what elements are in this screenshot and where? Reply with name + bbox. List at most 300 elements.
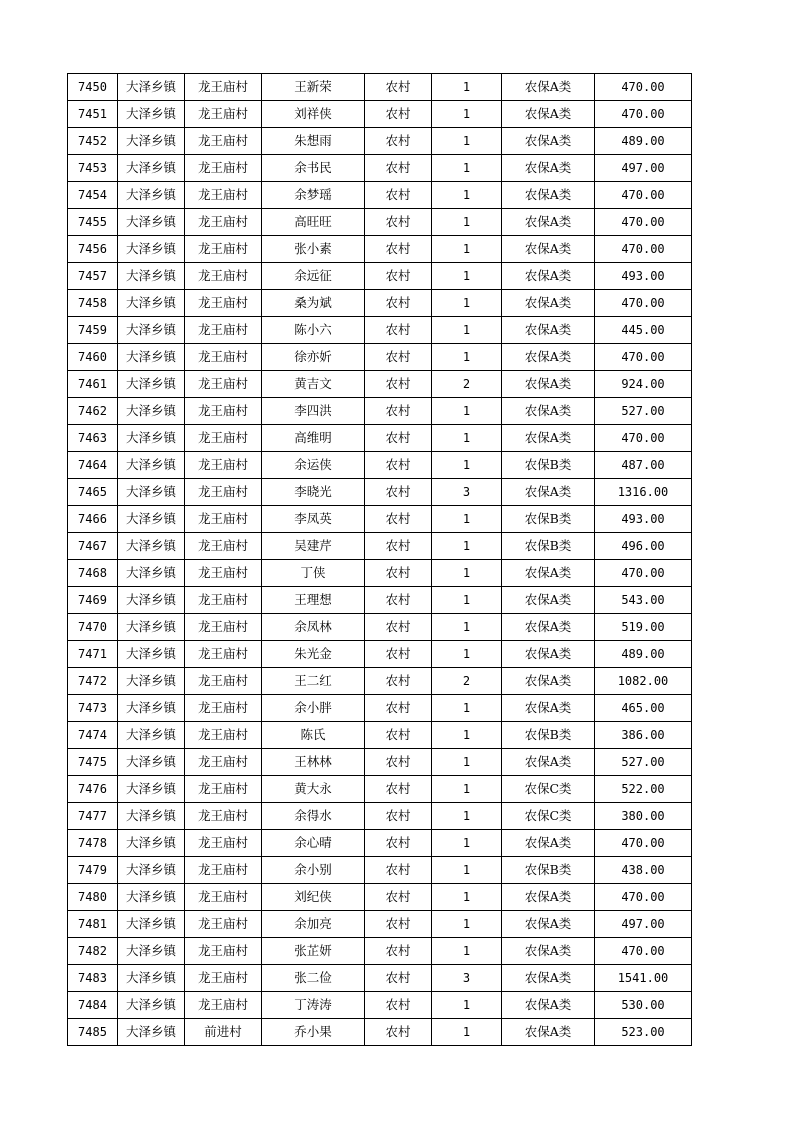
cell-household-count: 3 (432, 479, 502, 506)
cell-area-type: 农村 (365, 911, 432, 938)
cell-person-name: 李四洪 (262, 398, 365, 425)
cell-insurance-category: 农保A类 (502, 749, 595, 776)
cell-township: 大泽乡镇 (118, 479, 185, 506)
cell-person-name: 丁侠 (262, 560, 365, 587)
cell-insurance-category: 农保A类 (502, 425, 595, 452)
cell-village: 龙王庙村 (185, 776, 262, 803)
cell-village: 龙王庙村 (185, 479, 262, 506)
cell-village: 龙王庙村 (185, 209, 262, 236)
cell-amount: 489.00 (595, 128, 692, 155)
cell-amount: 470.00 (595, 425, 692, 452)
table-row (68, 209, 692, 236)
cell-village: 龙王庙村 (185, 101, 262, 128)
cell-amount: 1082.00 (595, 668, 692, 695)
cell-township: 大泽乡镇 (118, 263, 185, 290)
cell-household-count: 1 (432, 911, 502, 938)
cell-insurance-category: 农保A类 (502, 560, 595, 587)
cell-amount: 924.00 (595, 371, 692, 398)
cell-village: 龙王庙村 (185, 965, 262, 992)
cell-amount: 527.00 (595, 749, 692, 776)
cell-person-name: 余加亮 (262, 911, 365, 938)
cell-insurance-category: 农保A类 (502, 992, 595, 1019)
table-row (68, 317, 692, 344)
cell-household-count: 1 (432, 803, 502, 830)
cell-township: 大泽乡镇 (118, 587, 185, 614)
cell-person-name: 刘纪侠 (262, 884, 365, 911)
cell-area-type: 农村 (365, 182, 432, 209)
cell-serial-number: 7478 (68, 830, 118, 857)
cell-person-name: 张二俭 (262, 965, 365, 992)
cell-amount: 493.00 (595, 506, 692, 533)
cell-area-type: 农村 (365, 803, 432, 830)
cell-village: 龙王庙村 (185, 587, 262, 614)
cell-township: 大泽乡镇 (118, 290, 185, 317)
cell-insurance-category: 农保A类 (502, 236, 595, 263)
cell-insurance-category: 农保A类 (502, 479, 595, 506)
table-row (68, 425, 692, 452)
cell-township: 大泽乡镇 (118, 209, 185, 236)
table-row (68, 884, 692, 911)
table-row (68, 749, 692, 776)
cell-household-count: 1 (432, 209, 502, 236)
cell-area-type: 农村 (365, 965, 432, 992)
table-row (68, 452, 692, 479)
cell-township: 大泽乡镇 (118, 938, 185, 965)
cell-household-count: 1 (432, 398, 502, 425)
cell-village: 龙王庙村 (185, 263, 262, 290)
cell-area-type: 农村 (365, 938, 432, 965)
cell-person-name: 余小胖 (262, 695, 365, 722)
cell-area-type: 农村 (365, 749, 432, 776)
cell-township: 大泽乡镇 (118, 74, 185, 101)
cell-insurance-category: 农保B类 (502, 722, 595, 749)
cell-amount: 470.00 (595, 560, 692, 587)
cell-village: 龙王庙村 (185, 452, 262, 479)
cell-township: 大泽乡镇 (118, 155, 185, 182)
table-row (68, 101, 692, 128)
cell-insurance-category: 农保B类 (502, 452, 595, 479)
cell-village: 龙王庙村 (185, 722, 262, 749)
table-row (68, 857, 692, 884)
cell-village: 龙王庙村 (185, 317, 262, 344)
cell-household-count: 1 (432, 182, 502, 209)
cell-area-type: 农村 (365, 587, 432, 614)
cell-village: 龙王庙村 (185, 398, 262, 425)
cell-village: 龙王庙村 (185, 290, 262, 317)
cell-township: 大泽乡镇 (118, 749, 185, 776)
cell-area-type: 农村 (365, 776, 432, 803)
cell-village: 龙王庙村 (185, 884, 262, 911)
cell-serial-number: 7464 (68, 452, 118, 479)
cell-area-type: 农村 (365, 263, 432, 290)
cell-area-type: 农村 (365, 398, 432, 425)
cell-household-count: 1 (432, 506, 502, 533)
cell-amount: 465.00 (595, 695, 692, 722)
cell-amount: 386.00 (595, 722, 692, 749)
cell-area-type: 农村 (365, 452, 432, 479)
cell-household-count: 1 (432, 857, 502, 884)
cell-area-type: 农村 (365, 290, 432, 317)
cell-person-name: 李晓光 (262, 479, 365, 506)
cell-serial-number: 7461 (68, 371, 118, 398)
cell-serial-number: 7473 (68, 695, 118, 722)
cell-serial-number: 7472 (68, 668, 118, 695)
cell-household-count: 1 (432, 938, 502, 965)
table-row (68, 722, 692, 749)
cell-township: 大泽乡镇 (118, 452, 185, 479)
cell-township: 大泽乡镇 (118, 911, 185, 938)
cell-area-type: 农村 (365, 884, 432, 911)
cell-amount: 470.00 (595, 74, 692, 101)
cell-township: 大泽乡镇 (118, 506, 185, 533)
cell-serial-number: 7455 (68, 209, 118, 236)
cell-person-name: 陈氏 (262, 722, 365, 749)
cell-person-name: 高维明 (262, 425, 365, 452)
cell-serial-number: 7460 (68, 344, 118, 371)
cell-area-type: 农村 (365, 317, 432, 344)
cell-household-count: 1 (432, 290, 502, 317)
cell-township: 大泽乡镇 (118, 722, 185, 749)
cell-household-count: 1 (432, 533, 502, 560)
cell-insurance-category: 农保A类 (502, 155, 595, 182)
cell-person-name: 张芷妍 (262, 938, 365, 965)
cell-serial-number: 7458 (68, 290, 118, 317)
cell-amount: 470.00 (595, 884, 692, 911)
cell-household-count: 1 (432, 344, 502, 371)
table-row (68, 911, 692, 938)
cell-village: 龙王庙村 (185, 668, 262, 695)
cell-township: 大泽乡镇 (118, 371, 185, 398)
cell-village: 龙王庙村 (185, 182, 262, 209)
cell-amount: 543.00 (595, 587, 692, 614)
cell-person-name: 陈小六 (262, 317, 365, 344)
cell-household-count: 1 (432, 722, 502, 749)
cell-amount: 497.00 (595, 155, 692, 182)
cell-amount: 497.00 (595, 911, 692, 938)
cell-person-name: 朱光金 (262, 641, 365, 668)
table-row (68, 263, 692, 290)
cell-area-type: 农村 (365, 371, 432, 398)
cell-serial-number: 7465 (68, 479, 118, 506)
cell-area-type: 农村 (365, 155, 432, 182)
cell-area-type: 农村 (365, 722, 432, 749)
cell-amount: 470.00 (595, 938, 692, 965)
table-row (68, 614, 692, 641)
cell-township: 大泽乡镇 (118, 128, 185, 155)
cell-area-type: 农村 (365, 425, 432, 452)
table-row (68, 74, 692, 101)
cell-serial-number: 7474 (68, 722, 118, 749)
cell-household-count: 1 (432, 560, 502, 587)
cell-serial-number: 7451 (68, 101, 118, 128)
cell-village: 龙王庙村 (185, 155, 262, 182)
cell-village: 龙王庙村 (185, 236, 262, 263)
cell-village: 前进村 (185, 1019, 262, 1046)
cell-area-type: 农村 (365, 641, 432, 668)
cell-person-name: 余远征 (262, 263, 365, 290)
cell-insurance-category: 农保A类 (502, 182, 595, 209)
cell-person-name: 王二红 (262, 668, 365, 695)
cell-village: 龙王庙村 (185, 992, 262, 1019)
cell-person-name: 刘祥侠 (262, 101, 365, 128)
cell-person-name: 黄大永 (262, 776, 365, 803)
cell-area-type: 农村 (365, 695, 432, 722)
cell-township: 大泽乡镇 (118, 317, 185, 344)
cell-serial-number: 7484 (68, 992, 118, 1019)
cell-insurance-category: 农保A类 (502, 371, 595, 398)
cell-person-name: 黄吉文 (262, 371, 365, 398)
cell-serial-number: 7485 (68, 1019, 118, 1046)
table-row (68, 830, 692, 857)
table-row (68, 1019, 692, 1046)
cell-area-type: 农村 (365, 128, 432, 155)
cell-serial-number: 7466 (68, 506, 118, 533)
cell-serial-number: 7483 (68, 965, 118, 992)
cell-insurance-category: 农保B类 (502, 857, 595, 884)
cell-area-type: 农村 (365, 668, 432, 695)
cell-insurance-category: 农保C类 (502, 803, 595, 830)
cell-serial-number: 7469 (68, 587, 118, 614)
cell-household-count: 1 (432, 614, 502, 641)
cell-serial-number: 7450 (68, 74, 118, 101)
cell-household-count: 1 (432, 641, 502, 668)
cell-area-type: 农村 (365, 533, 432, 560)
cell-person-name: 高旺旺 (262, 209, 365, 236)
cell-area-type: 农村 (365, 344, 432, 371)
table-row (68, 182, 692, 209)
cell-insurance-category: 农保A类 (502, 587, 595, 614)
cell-amount: 519.00 (595, 614, 692, 641)
cell-household-count: 1 (432, 425, 502, 452)
cell-person-name: 余得水 (262, 803, 365, 830)
cell-township: 大泽乡镇 (118, 857, 185, 884)
cell-person-name: 余梦瑶 (262, 182, 365, 209)
cell-insurance-category: 农保A类 (502, 74, 595, 101)
cell-insurance-category: 农保A类 (502, 668, 595, 695)
table-row (68, 290, 692, 317)
cell-township: 大泽乡镇 (118, 992, 185, 1019)
cell-village: 龙王庙村 (185, 74, 262, 101)
table-row (68, 398, 692, 425)
cell-amount: 496.00 (595, 533, 692, 560)
cell-amount: 493.00 (595, 263, 692, 290)
cell-township: 大泽乡镇 (118, 884, 185, 911)
cell-village: 龙王庙村 (185, 695, 262, 722)
cell-person-name: 王新荣 (262, 74, 365, 101)
cell-person-name: 桑为斌 (262, 290, 365, 317)
cell-amount: 438.00 (595, 857, 692, 884)
cell-amount: 527.00 (595, 398, 692, 425)
cell-household-count: 1 (432, 992, 502, 1019)
cell-serial-number: 7471 (68, 641, 118, 668)
cell-household-count: 1 (432, 1019, 502, 1046)
cell-village: 龙王庙村 (185, 506, 262, 533)
cell-amount: 470.00 (595, 290, 692, 317)
cell-amount: 470.00 (595, 182, 692, 209)
cell-amount: 470.00 (595, 344, 692, 371)
cell-amount: 380.00 (595, 803, 692, 830)
cell-serial-number: 7480 (68, 884, 118, 911)
cell-serial-number: 7463 (68, 425, 118, 452)
cell-village: 龙王庙村 (185, 371, 262, 398)
cell-insurance-category: 农保A类 (502, 641, 595, 668)
table-row (68, 695, 692, 722)
cell-person-name: 余心晴 (262, 830, 365, 857)
cell-village: 龙王庙村 (185, 614, 262, 641)
cell-serial-number: 7457 (68, 263, 118, 290)
roster-body (68, 74, 692, 1046)
cell-serial-number: 7468 (68, 560, 118, 587)
cell-serial-number: 7462 (68, 398, 118, 425)
cell-village: 龙王庙村 (185, 938, 262, 965)
cell-village: 龙王庙村 (185, 830, 262, 857)
cell-amount: 530.00 (595, 992, 692, 1019)
cell-household-count: 1 (432, 74, 502, 101)
cell-area-type: 农村 (365, 209, 432, 236)
cell-serial-number: 7477 (68, 803, 118, 830)
cell-insurance-category: 农保A类 (502, 344, 595, 371)
cell-township: 大泽乡镇 (118, 236, 185, 263)
cell-township: 大泽乡镇 (118, 641, 185, 668)
cell-household-count: 1 (432, 587, 502, 614)
cell-township: 大泽乡镇 (118, 560, 185, 587)
cell-insurance-category: 农保A类 (502, 1019, 595, 1046)
cell-household-count: 1 (432, 830, 502, 857)
cell-insurance-category: 农保B类 (502, 533, 595, 560)
cell-household-count: 1 (432, 128, 502, 155)
cell-household-count: 1 (432, 263, 502, 290)
cell-area-type: 农村 (365, 236, 432, 263)
cell-village: 龙王庙村 (185, 533, 262, 560)
cell-insurance-category: 农保A类 (502, 317, 595, 344)
cell-township: 大泽乡镇 (118, 695, 185, 722)
cell-township: 大泽乡镇 (118, 776, 185, 803)
cell-person-name: 王林林 (262, 749, 365, 776)
cell-area-type: 农村 (365, 614, 432, 641)
cell-household-count: 1 (432, 236, 502, 263)
cell-serial-number: 7475 (68, 749, 118, 776)
table-row (68, 668, 692, 695)
cell-township: 大泽乡镇 (118, 533, 185, 560)
cell-household-count: 1 (432, 884, 502, 911)
cell-serial-number: 7482 (68, 938, 118, 965)
cell-township: 大泽乡镇 (118, 182, 185, 209)
table-row (68, 803, 692, 830)
cell-household-count: 1 (432, 101, 502, 128)
cell-person-name: 余书民 (262, 155, 365, 182)
cell-insurance-category: 农保A类 (502, 938, 595, 965)
cell-person-name: 乔小果 (262, 1019, 365, 1046)
cell-person-name: 丁涛涛 (262, 992, 365, 1019)
cell-person-name: 朱想雨 (262, 128, 365, 155)
cell-household-count: 1 (432, 776, 502, 803)
cell-township: 大泽乡镇 (118, 425, 185, 452)
cell-village: 龙王庙村 (185, 749, 262, 776)
cell-township: 大泽乡镇 (118, 344, 185, 371)
cell-township: 大泽乡镇 (118, 1019, 185, 1046)
cell-household-count: 1 (432, 749, 502, 776)
cell-person-name: 余凤林 (262, 614, 365, 641)
table-row (68, 776, 692, 803)
cell-insurance-category: 农保A类 (502, 263, 595, 290)
cell-serial-number: 7479 (68, 857, 118, 884)
cell-area-type: 农村 (365, 560, 432, 587)
cell-village: 龙王庙村 (185, 128, 262, 155)
cell-amount: 445.00 (595, 317, 692, 344)
cell-insurance-category: 农保A类 (502, 398, 595, 425)
cell-person-name: 徐亦妡 (262, 344, 365, 371)
cell-township: 大泽乡镇 (118, 803, 185, 830)
cell-village: 龙王庙村 (185, 641, 262, 668)
cell-amount: 470.00 (595, 830, 692, 857)
cell-insurance-category: 农保A类 (502, 209, 595, 236)
cell-household-count: 1 (432, 452, 502, 479)
cell-serial-number: 7459 (68, 317, 118, 344)
roster-table (67, 73, 692, 1046)
cell-area-type: 农村 (365, 992, 432, 1019)
cell-insurance-category: 农保A类 (502, 695, 595, 722)
cell-insurance-category: 农保A类 (502, 614, 595, 641)
cell-household-count: 1 (432, 695, 502, 722)
cell-amount: 523.00 (595, 1019, 692, 1046)
table-row (68, 479, 692, 506)
cell-person-name: 王理想 (262, 587, 365, 614)
cell-township: 大泽乡镇 (118, 101, 185, 128)
table-row (68, 533, 692, 560)
table-row (68, 506, 692, 533)
cell-township: 大泽乡镇 (118, 398, 185, 425)
cell-household-count: 2 (432, 668, 502, 695)
cell-township: 大泽乡镇 (118, 965, 185, 992)
cell-insurance-category: 农保A类 (502, 884, 595, 911)
cell-area-type: 农村 (365, 74, 432, 101)
cell-person-name: 余运侠 (262, 452, 365, 479)
cell-person-name: 吴建芹 (262, 533, 365, 560)
cell-insurance-category: 农保A类 (502, 101, 595, 128)
cell-serial-number: 7454 (68, 182, 118, 209)
cell-village: 龙王庙村 (185, 560, 262, 587)
cell-village: 龙王庙村 (185, 344, 262, 371)
table-row (68, 587, 692, 614)
cell-insurance-category: 农保B类 (502, 506, 595, 533)
cell-area-type: 农村 (365, 857, 432, 884)
table-row (68, 155, 692, 182)
cell-serial-number: 7481 (68, 911, 118, 938)
cell-area-type: 农村 (365, 479, 432, 506)
cell-township: 大泽乡镇 (118, 668, 185, 695)
cell-amount: 470.00 (595, 236, 692, 263)
cell-insurance-category: 农保A类 (502, 830, 595, 857)
table-row (68, 371, 692, 398)
table-row (68, 641, 692, 668)
cell-amount: 489.00 (595, 641, 692, 668)
table-row (68, 965, 692, 992)
table-row (68, 344, 692, 371)
cell-insurance-category: 农保C类 (502, 776, 595, 803)
cell-insurance-category: 农保A类 (502, 290, 595, 317)
cell-amount: 1541.00 (595, 965, 692, 992)
cell-serial-number: 7476 (68, 776, 118, 803)
table-row (68, 128, 692, 155)
table-row (68, 560, 692, 587)
cell-village: 龙王庙村 (185, 425, 262, 452)
cell-serial-number: 7470 (68, 614, 118, 641)
cell-area-type: 农村 (365, 1019, 432, 1046)
cell-amount: 522.00 (595, 776, 692, 803)
cell-person-name: 张小素 (262, 236, 365, 263)
cell-serial-number: 7467 (68, 533, 118, 560)
cell-area-type: 农村 (365, 830, 432, 857)
